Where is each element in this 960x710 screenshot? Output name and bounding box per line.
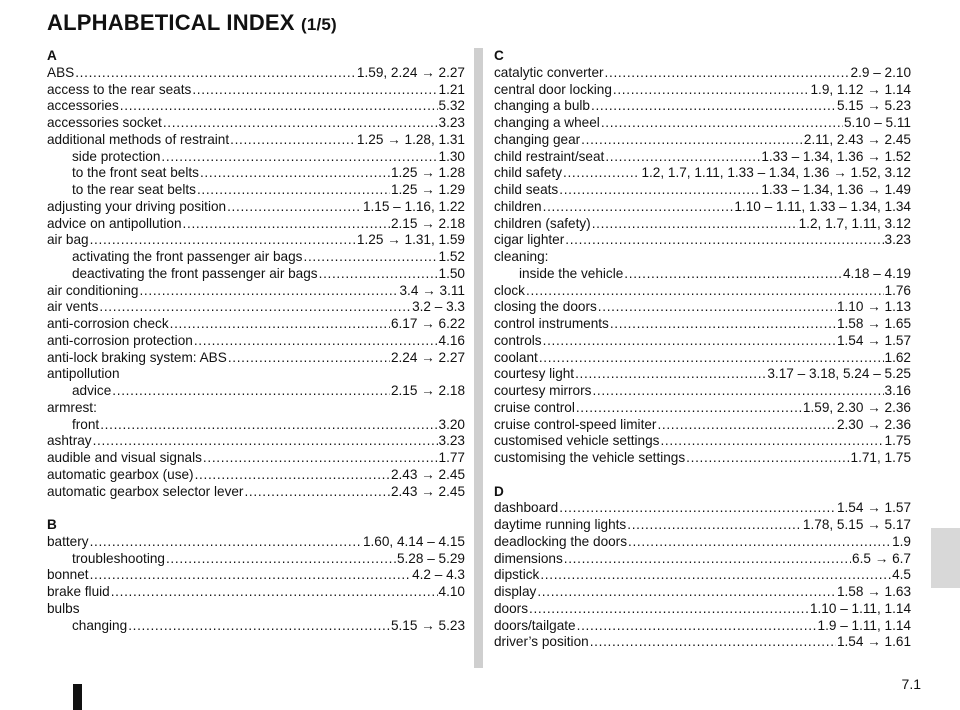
index-entry <box>47 433 465 450</box>
index-entry <box>47 82 465 99</box>
dot-leader <box>166 551 396 568</box>
entry-pages: 1.54 → 1.57 <box>836 500 911 516</box>
index-entry <box>494 232 911 249</box>
entry-term: child restraint/seat <box>494 148 605 164</box>
entry-term: dipstick <box>494 567 540 583</box>
entry-pages: 3.23 <box>884 232 911 248</box>
dot-leader <box>576 400 802 417</box>
entry-pages: 1.9 – 1.11, 1.14 <box>817 617 911 633</box>
dot-leader <box>230 132 356 149</box>
dot-leader <box>244 484 389 501</box>
index-entry <box>494 517 911 534</box>
entry-pages: 1.25 → 1.28, 1.31 <box>356 131 465 147</box>
entry-pages: 2.24 → 2.27 <box>390 349 465 365</box>
dot-leader <box>559 182 760 199</box>
index-entry <box>494 283 911 300</box>
entry-term: changing gear <box>494 131 581 147</box>
column-divider <box>474 48 483 668</box>
entry-term: battery <box>47 533 89 549</box>
index-entry <box>47 65 465 82</box>
entry-term: bulbs <box>47 600 80 616</box>
entry-term: clock <box>494 282 525 298</box>
entry-term: brake fluid <box>47 584 110 599</box>
index-entry <box>494 82 911 99</box>
entry-pages: 1.2, 1.7, 1.11, 1.33 – 1.34, 1.36 → 1.52, 3.12 <box>641 165 911 181</box>
chapter-tab <box>931 528 960 588</box>
entry-term: courtesy mirrors <box>494 383 592 398</box>
entry-term: adjusting your driving position <box>47 198 227 214</box>
index-entry <box>494 450 911 467</box>
index-entry <box>47 283 465 300</box>
entry-term: doors <box>494 600 529 616</box>
entry-term: anti-lock braking system: ABS <box>47 349 227 365</box>
dot-leader <box>601 115 843 132</box>
dot-leader <box>111 584 438 601</box>
index-entry <box>494 417 911 434</box>
dot-leader <box>581 132 803 149</box>
dot-leader <box>559 500 836 517</box>
entry-pages: 2.43 → 2.45 <box>390 483 465 499</box>
page-title <box>47 10 337 36</box>
entry-pages: 1.30 <box>438 148 465 164</box>
dot-leader <box>565 232 883 249</box>
entry-pages: 1.54 → 1.57 <box>836 332 911 348</box>
entry-pages: 1.75 <box>884 433 911 449</box>
dot-leader <box>161 149 437 166</box>
entry-pages: 1.9, 1.12 → 1.14 <box>810 81 911 97</box>
dot-leader <box>227 199 362 216</box>
index-entry <box>494 299 911 316</box>
index-subentry <box>47 417 465 434</box>
index-subentry <box>47 266 465 283</box>
entry-term: to the rear seat belts <box>72 182 196 197</box>
entry-term: front <box>72 416 100 432</box>
entry-term: activating the front passenger air bags <box>72 249 303 264</box>
entry-term: children (safety) <box>494 215 591 231</box>
dot-leader <box>120 98 438 115</box>
dot-leader <box>543 333 836 350</box>
entry-term: advice <box>72 383 112 398</box>
dot-leader <box>183 216 390 233</box>
entry-pages: 5.28 – 5.29 <box>396 550 465 566</box>
index-entry <box>47 450 465 467</box>
entry-pages: 1.10 – 1.11, 1.14 <box>809 600 911 616</box>
entry-term: additional methods of restraint <box>47 131 230 147</box>
dot-leader <box>660 433 883 450</box>
dot-leader <box>195 467 390 484</box>
entry-term: customising the vehicle settings <box>494 450 686 465</box>
entry-term: armrest: <box>47 399 97 415</box>
index-entry <box>47 98 465 115</box>
dot-leader <box>90 534 362 551</box>
section-letter: A <box>47 48 57 63</box>
index-subentry <box>47 182 465 199</box>
dot-leader <box>93 433 438 450</box>
index-subentry <box>47 249 465 266</box>
index-entry <box>494 400 911 417</box>
dot-leader <box>592 216 798 233</box>
entry-term: changing a bulb <box>494 98 590 114</box>
entry-pages: 1.25 → 1.31, 1.59 <box>356 232 465 248</box>
entry-term: ashtray <box>47 433 92 449</box>
index-entry <box>494 350 911 367</box>
dot-leader <box>529 601 809 618</box>
index-entry <box>494 500 911 517</box>
entry-pages: 1.50 <box>438 265 465 281</box>
entry-pages: 1.60, 4.14 – 4.15 <box>362 533 465 549</box>
entry-pages: 5.15 → 5.23 <box>836 98 911 114</box>
section-letter: B <box>47 517 57 532</box>
index-entry <box>494 601 911 618</box>
index-entry <box>47 350 465 367</box>
entry-pages: 1.9 <box>892 533 911 549</box>
entry-term: child safety <box>494 165 563 181</box>
section-gap <box>494 467 911 484</box>
entry-term: changing <box>72 617 128 633</box>
entry-pages: 2.9 – 2.10 <box>850 64 911 80</box>
index-subentry <box>47 618 465 635</box>
entry-term: advice on antipollution <box>47 215 182 231</box>
index-entry <box>47 333 465 350</box>
entry-pages: 2.15 → 2.18 <box>390 383 465 398</box>
entry-pages: 1.78, 5.15 → 5.17 <box>802 517 911 532</box>
dot-leader <box>537 584 836 601</box>
entry-pages: 4.5 <box>892 567 911 583</box>
dot-leader <box>540 567 891 584</box>
entry-pages: 1.71, 1.75 <box>850 450 911 465</box>
dot-leader <box>605 149 760 166</box>
index-entry <box>47 199 465 216</box>
dot-leader <box>128 618 390 635</box>
entry-pages: 1.33 – 1.34, 1.36 → 1.52 <box>761 148 911 164</box>
dot-leader <box>564 551 851 568</box>
dot-leader <box>90 567 412 584</box>
dot-leader <box>526 283 884 300</box>
dot-leader <box>139 283 398 300</box>
index-entry <box>47 467 465 484</box>
index-entry <box>494 634 911 651</box>
index-entry <box>494 216 911 233</box>
entry-term: anti-corrosion protection <box>47 332 193 348</box>
index-column-left <box>47 48 465 634</box>
entry-pages: 1.77 <box>438 450 465 465</box>
dot-leader <box>686 450 849 467</box>
entry-term: children <box>494 198 542 214</box>
entry-pages: 1.59, 2.24 → 2.27 <box>356 64 465 80</box>
index-subentry <box>47 165 465 182</box>
index-entry <box>47 232 465 249</box>
index-entry <box>47 132 465 149</box>
entry-term: display <box>494 584 537 599</box>
title-text: ALPHABETICAL INDEX <box>47 10 295 35</box>
dot-leader <box>539 350 884 367</box>
dot-leader <box>200 165 390 182</box>
index-entry <box>494 366 911 383</box>
entry-pages: 1.33 – 1.34, 1.36 → 1.49 <box>761 182 911 197</box>
entry-pages: 1.10 – 1.11, 1.33 – 1.34, 1.34 <box>734 198 911 214</box>
entry-term: control instruments <box>494 316 609 331</box>
dot-leader <box>163 115 438 132</box>
entry-pages: 3.20 <box>438 416 465 432</box>
entry-term: cleaning: <box>494 249 549 264</box>
dot-leader <box>228 350 390 367</box>
index-entry <box>494 115 911 132</box>
index-entry <box>494 433 911 450</box>
dot-leader <box>99 299 411 316</box>
entry-term: access to the rear seats <box>47 81 192 97</box>
index-entry <box>494 65 911 82</box>
index-entry <box>47 484 465 501</box>
index-subentry <box>47 551 465 568</box>
entry-term: anti-corrosion check <box>47 316 169 331</box>
index-entry <box>494 182 911 199</box>
dot-leader <box>610 316 836 333</box>
entry-term: air conditioning <box>47 282 139 298</box>
entry-pages: 2.30 → 2.36 <box>836 416 911 432</box>
dot-leader <box>203 450 438 467</box>
entry-pages: 1.58 → 1.65 <box>836 316 911 331</box>
dot-leader <box>303 249 437 266</box>
entry-term: antipollution <box>47 366 120 382</box>
index-entry <box>47 299 465 316</box>
entry-term: troubleshooting <box>72 550 165 566</box>
index-entry <box>494 199 911 216</box>
entry-term: coolant <box>494 349 538 365</box>
entry-term: dashboard <box>494 500 559 516</box>
entry-term: cruise control-speed limiter <box>494 416 657 432</box>
entry-pages: 1.15 – 1.16, 1.22 <box>362 198 465 214</box>
entry-term: accessories <box>47 98 119 114</box>
page-number: 7.1 <box>901 676 921 692</box>
index-subentry <box>47 383 465 400</box>
entry-pages: 1.2, 1.7, 1.11, 3.12 <box>798 215 911 231</box>
entry-pages: 3.23 <box>438 115 465 130</box>
entry-pages: 3.17 – 3.18, 5.24 – 5.25 <box>767 366 911 382</box>
section-gap <box>47 500 465 517</box>
entry-pages: 1.25 → 1.28 <box>390 165 465 181</box>
entry-term: automatic gearbox (use) <box>47 466 194 482</box>
entry-pages: 4.10 <box>438 584 465 599</box>
entry-term: air bag <box>47 232 89 248</box>
entry-term: daytime running lights <box>494 517 627 532</box>
entry-pages: 1.54 → 1.61 <box>836 634 911 650</box>
index-entry <box>494 333 911 350</box>
entry-term: central door locking <box>494 81 612 97</box>
entry-term: to the front seat belts <box>72 165 199 181</box>
index-entry <box>494 249 911 266</box>
index-entry <box>494 149 911 166</box>
dot-leader <box>90 232 356 249</box>
entry-pages: 1.52 <box>438 249 465 264</box>
dot-leader <box>577 618 817 635</box>
entry-term: catalytic converter <box>494 64 604 80</box>
index-entry <box>47 316 465 333</box>
index-entry <box>494 383 911 400</box>
dot-leader <box>613 82 810 99</box>
entry-term: child seats <box>494 182 559 197</box>
dot-leader <box>605 65 850 82</box>
entry-term: closing the doors <box>494 299 597 315</box>
entry-term: deadlocking the doors <box>494 533 628 549</box>
section-letter: D <box>494 483 504 499</box>
dot-leader <box>590 634 836 651</box>
dot-leader <box>628 534 891 551</box>
dot-leader <box>563 165 640 182</box>
dot-leader <box>591 98 836 115</box>
dot-leader <box>197 182 390 199</box>
dot-leader <box>112 383 390 400</box>
section-letter: C <box>494 48 504 63</box>
entry-pages: 1.62 <box>884 349 911 365</box>
entry-term: changing a wheel <box>494 115 600 130</box>
entry-pages: 1.58 → 1.63 <box>836 584 911 599</box>
entry-pages: 6.17 → 6.22 <box>390 316 465 331</box>
index-entry <box>47 216 465 233</box>
index-entry <box>47 534 465 551</box>
index-entry <box>47 601 465 618</box>
index-entry <box>47 115 465 132</box>
corner-mark <box>73 684 82 710</box>
dot-leader <box>657 417 836 434</box>
entry-pages: 5.32 <box>438 98 465 114</box>
dot-leader <box>592 383 883 400</box>
entry-pages: 2.11, 2.43 → 2.45 <box>803 131 911 147</box>
entry-pages: 3.2 – 3.3 <box>412 299 465 315</box>
dot-leader <box>192 82 437 99</box>
dot-leader <box>543 199 734 216</box>
entry-term: inside the vehicle <box>519 265 624 281</box>
dot-leader <box>319 266 438 283</box>
index-entry <box>47 366 465 383</box>
entry-pages: 1.21 <box>438 81 465 97</box>
index-entry <box>494 98 911 115</box>
index-entry <box>494 165 911 182</box>
entry-pages: 4.16 <box>438 332 465 348</box>
entry-term: dimensions <box>494 550 563 566</box>
index-entry <box>494 584 911 601</box>
entry-pages: 2.43 → 2.45 <box>390 466 465 482</box>
index-entry <box>47 584 465 601</box>
index-entry <box>494 567 911 584</box>
entry-pages: 4.18 – 4.19 <box>842 265 911 281</box>
index-column-right <box>494 48 911 651</box>
entry-term: automatic gearbox selector lever <box>47 483 244 499</box>
dot-leader <box>170 316 390 333</box>
title-part: (1/5) <box>300 15 337 34</box>
dot-leader <box>75 65 356 82</box>
entry-pages: 3.4 → 3.11 <box>399 282 465 298</box>
index-entry <box>494 534 911 551</box>
index-entry <box>494 618 911 635</box>
entry-term: deactivating the front passenger air bags <box>72 265 318 281</box>
entry-pages: 4.2 – 4.3 <box>412 567 465 583</box>
index-entry <box>494 316 911 333</box>
index-entry <box>494 132 911 149</box>
entry-term: driver’s position <box>494 634 589 650</box>
entry-term: customised vehicle settings <box>494 433 660 449</box>
entry-pages: 6.5 → 6.7 <box>852 550 911 566</box>
entry-pages: 1.25 → 1.29 <box>390 182 465 197</box>
entry-pages: 2.15 → 2.18 <box>390 215 465 231</box>
index-subentry <box>47 149 465 166</box>
index-entry <box>47 400 465 417</box>
entry-term: accessories socket <box>47 115 162 130</box>
entry-term: side protection <box>72 148 161 164</box>
index-entry <box>494 551 911 568</box>
entry-pages: 1.10 → 1.13 <box>836 299 911 315</box>
entry-pages: 3.23 <box>438 433 465 449</box>
entry-pages: 3.16 <box>884 383 911 398</box>
entry-term: ABS <box>47 64 75 80</box>
entry-pages: 1.76 <box>884 282 911 298</box>
dot-leader <box>575 366 766 383</box>
dot-leader <box>100 417 437 434</box>
entry-term: courtesy light <box>494 366 575 382</box>
entry-term: cigar lighter <box>494 232 565 248</box>
entry-term: controls <box>494 332 542 348</box>
dot-leader <box>598 299 836 316</box>
entry-pages: 5.10 – 5.11 <box>843 115 911 130</box>
entry-term: bonnet <box>47 567 89 583</box>
index-entry <box>47 567 465 584</box>
entry-pages: 5.15 → 5.23 <box>390 617 465 633</box>
index-subentry <box>494 266 911 283</box>
entry-pages: 1.59, 2.30 → 2.36 <box>802 399 911 415</box>
entry-term: doors/tailgate <box>494 617 576 633</box>
dot-leader <box>627 517 802 534</box>
entry-term: audible and visual signals <box>47 450 202 465</box>
dot-leader <box>194 333 438 350</box>
entry-term: cruise control <box>494 399 575 415</box>
entry-term: air vents <box>47 299 99 315</box>
dot-leader <box>624 266 842 283</box>
